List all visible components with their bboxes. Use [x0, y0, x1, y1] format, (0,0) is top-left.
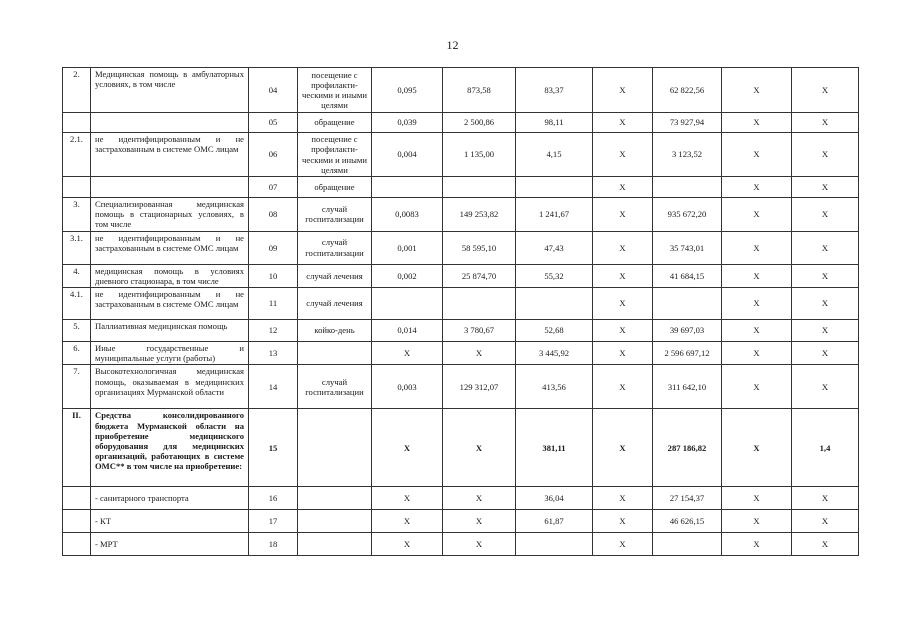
cell-cost: 25 874,70	[443, 264, 516, 287]
cell-total: 46 626,15	[653, 510, 722, 533]
cell-volume: 0,002	[372, 264, 443, 287]
cell-total	[653, 288, 722, 320]
table-row	[63, 365, 859, 409]
cell-col4: Х	[593, 510, 653, 533]
cell-col4: Х	[593, 342, 653, 365]
row-name: - КТ	[91, 510, 249, 533]
cell-total: 287 186,82	[653, 409, 722, 487]
cell-col4: Х	[593, 68, 653, 113]
cell-col7: Х	[792, 342, 859, 365]
cell-col7: Х	[792, 320, 859, 342]
cell-volume: 0,004	[372, 133, 443, 177]
cell-col6: Х	[722, 133, 792, 177]
row-number	[63, 113, 91, 133]
cell-per-capita: 61,87	[516, 510, 593, 533]
table-row	[63, 133, 859, 177]
table-row	[63, 533, 859, 556]
row-code: 16	[249, 487, 298, 510]
row-number: 4.1.	[63, 288, 91, 320]
cell-col4: Х	[593, 231, 653, 264]
cell-cost: 129 312,07	[443, 365, 516, 409]
cell-volume: Х	[372, 409, 443, 487]
cell-col7: 1,4	[792, 409, 859, 487]
page-number: 12	[446, 38, 459, 52]
cell-cost	[443, 288, 516, 320]
row-name: Высокотехнологичная медицинская помощь, оказываемая в медицинских организациях Мурманской области	[91, 365, 249, 409]
cell-col4: Х	[593, 198, 653, 232]
cell-total: 35 743,01	[653, 231, 722, 264]
cell-col4: Х	[593, 320, 653, 342]
row-unit	[298, 510, 372, 533]
cell-col4: Х	[593, 409, 653, 487]
cell-total: 3 123,52	[653, 133, 722, 177]
cell-col6: Х	[722, 409, 792, 487]
cell-col7: Х	[792, 533, 859, 556]
cell-volume: 0,0083	[372, 198, 443, 232]
cell-col4: Х	[593, 113, 653, 133]
row-code: 07	[249, 177, 298, 198]
cell-col6: Х	[722, 533, 792, 556]
row-name	[91, 177, 249, 198]
row-name: не идентифицированным и не застрахованным в системе ОМС лицам	[91, 288, 249, 320]
row-name: Специализированная медицинская помощь в стационарных условиях, в том числе	[91, 198, 249, 232]
row-name: медицинская помощь в условиях дневного стационара, в том числе	[91, 264, 249, 287]
table-row	[63, 198, 859, 232]
row-code: 14	[249, 365, 298, 409]
cell-per-capita: 381,11	[516, 409, 593, 487]
row-unit: койко-день	[298, 320, 372, 342]
cell-col6: Х	[722, 68, 792, 113]
cell-per-capita: 98,11	[516, 113, 593, 133]
cell-col7: Х	[792, 264, 859, 287]
cell-col6: Х	[722, 342, 792, 365]
cell-col4: Х	[593, 365, 653, 409]
cell-total: 62 822,56	[653, 68, 722, 113]
cell-col7: Х	[792, 365, 859, 409]
row-code: 12	[249, 320, 298, 342]
row-number: 5.	[63, 320, 91, 342]
row-number: II.	[63, 409, 91, 487]
cell-cost: 149 253,82	[443, 198, 516, 232]
table-row	[63, 510, 859, 533]
row-name: - санитарного транспорта	[91, 487, 249, 510]
cell-total	[653, 177, 722, 198]
cell-per-capita: 4,15	[516, 133, 593, 177]
cell-volume: 0,095	[372, 68, 443, 113]
row-unit: посещение с профилакти-ческими и иными целями	[298, 133, 372, 177]
cell-col7: Х	[792, 510, 859, 533]
row-name: Иные государственные и муниципальные услуги (работы)	[91, 342, 249, 365]
row-name	[91, 113, 249, 133]
cell-col6: Х	[722, 264, 792, 287]
row-number: 3.1.	[63, 231, 91, 264]
row-code: 10	[249, 264, 298, 287]
table-row	[63, 231, 859, 264]
cell-col6: Х	[722, 487, 792, 510]
cell-cost: 3 780,67	[443, 320, 516, 342]
cell-cost: Х	[443, 533, 516, 556]
row-number	[63, 533, 91, 556]
row-unit: посещение с профилакти-ческими и иными целями	[298, 68, 372, 113]
row-number	[63, 177, 91, 198]
row-unit	[298, 533, 372, 556]
table-row	[63, 320, 859, 342]
cell-total: 311 642,10	[653, 365, 722, 409]
cell-cost: 2 500,86	[443, 113, 516, 133]
cell-cost	[443, 177, 516, 198]
cell-total: 39 697,03	[653, 320, 722, 342]
table-row	[63, 177, 859, 198]
row-code: 05	[249, 113, 298, 133]
row-name: Паллиативная медицинская помощь	[91, 320, 249, 342]
cell-volume: Х	[372, 533, 443, 556]
table-row	[63, 68, 859, 113]
cell-col6: Х	[722, 320, 792, 342]
row-unit: случай лечения	[298, 288, 372, 320]
cell-col7: Х	[792, 177, 859, 198]
cell-volume	[372, 288, 443, 320]
cell-per-capita: 413,56	[516, 365, 593, 409]
row-number: 3.	[63, 198, 91, 232]
cell-col7: Х	[792, 288, 859, 320]
cell-col6: Х	[722, 198, 792, 232]
cell-col6: Х	[722, 288, 792, 320]
row-unit	[298, 409, 372, 487]
cell-col7: Х	[792, 113, 859, 133]
row-name: не идентифицированным и не застрахованным в системе ОМС лицам	[91, 133, 249, 177]
cell-cost: 873,58	[443, 68, 516, 113]
cell-col4: Х	[593, 533, 653, 556]
cell-per-capita: 47,43	[516, 231, 593, 264]
row-number: 4.	[63, 264, 91, 287]
cell-cost: Х	[443, 510, 516, 533]
cell-volume: 0,001	[372, 231, 443, 264]
row-name: не идентифицированным и не застрахованным в системе ОМС лицам	[91, 231, 249, 264]
cell-col4: Х	[593, 487, 653, 510]
cell-cost: Х	[443, 342, 516, 365]
row-code: 06	[249, 133, 298, 177]
row-unit	[298, 342, 372, 365]
cell-per-capita	[516, 288, 593, 320]
cell-per-capita	[516, 533, 593, 556]
cell-total: 27 154,37	[653, 487, 722, 510]
row-code: 08	[249, 198, 298, 232]
cell-total: 73 927,94	[653, 113, 722, 133]
cell-per-capita: 55,32	[516, 264, 593, 287]
row-code: 13	[249, 342, 298, 365]
table-row	[63, 113, 859, 133]
cell-col6: Х	[722, 365, 792, 409]
row-number	[63, 510, 91, 533]
cell-volume: 0,014	[372, 320, 443, 342]
row-code: 15	[249, 409, 298, 487]
row-name: Медицинская помощь в амбулаторных условиях, в том числе	[91, 68, 249, 113]
cell-per-capita: 36,04	[516, 487, 593, 510]
row-unit	[298, 487, 372, 510]
cell-total: 41 684,15	[653, 264, 722, 287]
cell-col4: Х	[593, 133, 653, 177]
cell-per-capita: 52,68	[516, 320, 593, 342]
cell-volume	[372, 177, 443, 198]
cell-per-capita: 3 445,92	[516, 342, 593, 365]
row-number: 7.	[63, 365, 91, 409]
cell-col6: Х	[722, 510, 792, 533]
row-unit: случай госпитализации	[298, 231, 372, 264]
row-code: 09	[249, 231, 298, 264]
table-row	[63, 264, 859, 287]
row-code: 04	[249, 68, 298, 113]
row-code: 11	[249, 288, 298, 320]
row-code: 17	[249, 510, 298, 533]
cell-cost: Х	[443, 487, 516, 510]
cell-volume: 0,003	[372, 365, 443, 409]
row-number: 2.	[63, 68, 91, 113]
cell-col4: Х	[593, 264, 653, 287]
cell-total: 2 596 697,12	[653, 342, 722, 365]
row-unit: случай госпитализации	[298, 365, 372, 409]
cell-col7: Х	[792, 231, 859, 264]
cell-col4: Х	[593, 177, 653, 198]
row-code: 18	[249, 533, 298, 556]
row-name: Средства консолидированного бюджета Мурманской области на приобретение медицинского оборудования для медицинских организаций, работающих в системе ОМС** в том числе на приобретение:	[91, 409, 249, 487]
cell-col7: Х	[792, 198, 859, 232]
row-name: - МРТ	[91, 533, 249, 556]
row-number: 2.1.	[63, 133, 91, 177]
cell-col7: Х	[792, 133, 859, 177]
cell-cost: 1 135,00	[443, 133, 516, 177]
cell-per-capita: 83,37	[516, 68, 593, 113]
financial-table	[62, 67, 859, 556]
cell-total: 935 672,20	[653, 198, 722, 232]
cell-col6: Х	[722, 231, 792, 264]
row-number	[63, 487, 91, 510]
table-row	[63, 487, 859, 510]
cell-cost: Х	[443, 409, 516, 487]
row-unit: обращение	[298, 113, 372, 133]
row-unit: случай госпитализации	[298, 198, 372, 232]
cell-col4: Х	[593, 288, 653, 320]
row-unit: случай лечения	[298, 264, 372, 287]
cell-per-capita	[516, 177, 593, 198]
cell-per-capita: 1 241,67	[516, 198, 593, 232]
cell-total	[653, 533, 722, 556]
row-number: 6.	[63, 342, 91, 365]
cell-col6: Х	[722, 113, 792, 133]
cell-col7: Х	[792, 487, 859, 510]
table-row	[63, 409, 859, 487]
table-row	[63, 342, 859, 365]
cell-volume: Х	[372, 487, 443, 510]
cell-col7: Х	[792, 68, 859, 113]
cell-volume: Х	[372, 342, 443, 365]
row-unit: обращение	[298, 177, 372, 198]
cell-col6: Х	[722, 177, 792, 198]
cell-volume: Х	[372, 510, 443, 533]
table-row	[63, 288, 859, 320]
cell-cost: 58 595,10	[443, 231, 516, 264]
cell-volume: 0,039	[372, 113, 443, 133]
